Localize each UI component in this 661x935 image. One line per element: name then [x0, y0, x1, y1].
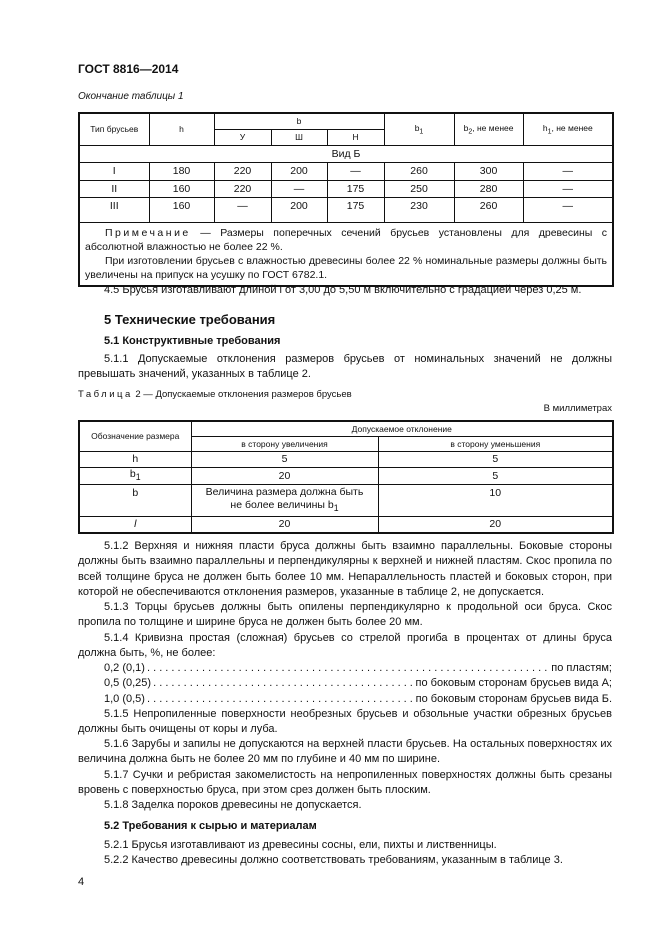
- table-row: [79, 451, 613, 467]
- cell: 260: [384, 162, 454, 180]
- header-sh: Ш: [271, 129, 327, 145]
- cell: 200: [271, 197, 327, 222]
- cell: 5: [191, 451, 378, 467]
- paragraph-4-5: 4.5 Брусья изготавливают длиной l от 3,00 до 5,50 м включительно с градацией через 0,25 м.: [104, 284, 582, 296]
- cell: 5: [378, 467, 613, 484]
- header-n: Н: [327, 129, 384, 145]
- section-5-2-heading: 5.2 Требования к сырью и материалам: [104, 820, 317, 832]
- section-5-heading: 5 Технические требования: [104, 312, 276, 327]
- cell: 280: [454, 180, 523, 197]
- table2: [78, 420, 614, 534]
- cell-text: Величина размера должна быть не более величины b: [205, 485, 364, 511]
- cell: [79, 516, 191, 533]
- cell: 175: [327, 197, 384, 222]
- paragraph-5-1-1: 5.1.1 Допускаемые отклонения размеров брусьев от номинальных значений не должны превышать значений, указанных в таблице 2.: [78, 353, 612, 381]
- cell: [79, 451, 191, 467]
- header-b1-sub: 1: [419, 127, 424, 136]
- curvature-list: [78, 661, 612, 707]
- cell: 10: [378, 484, 613, 516]
- paragraph-5-1-4: 5.1.4 Кривизна простая (сложная) брусьев со стрелой прогиба в процентах от длины бруса должна быть, %, не более:: [78, 632, 612, 660]
- cell: 260: [454, 197, 523, 222]
- cell: 175: [327, 180, 384, 197]
- note-text-2: При изготовлении брусьев с влажностью древесины более 22 % номинальные размеры должны быть увеличены на припуск на усушку по ГОСТ 6782.1.: [85, 254, 608, 281]
- table2-caption-text: 2 — Допускаемые отклонения размеров брусьев: [132, 389, 352, 400]
- cell: III: [79, 197, 149, 222]
- header-type: Тип брусьев: [79, 113, 149, 145]
- table2-caption-label: Таблица: [78, 389, 133, 400]
- table-row: [79, 516, 613, 533]
- cell: 250: [384, 180, 454, 197]
- cell: —: [523, 180, 613, 197]
- cell: 230: [384, 197, 454, 222]
- cell: [191, 484, 378, 516]
- cell: —: [523, 162, 613, 180]
- paragraph-5-1-8: 5.1.8 Заделка пороков древесины не допускается.: [104, 799, 362, 811]
- header-h1: [523, 113, 613, 145]
- section-row: Вид Б: [79, 145, 613, 162]
- header-h: h: [149, 113, 214, 145]
- table-row: [79, 197, 613, 222]
- cell: —: [214, 197, 271, 222]
- header-b1-label: b: [414, 122, 420, 133]
- dim-name: b: [129, 468, 136, 481]
- dim-name: h: [132, 453, 139, 465]
- table2-caption: [78, 389, 352, 400]
- table-row: [79, 162, 613, 180]
- cell: 160: [149, 180, 214, 197]
- cell: 20: [378, 516, 613, 533]
- table2-units: В миллиметрах: [543, 403, 612, 414]
- header-h1-suffix: , не менее: [551, 122, 593, 133]
- header-b2-suffix: , не менее: [472, 122, 514, 133]
- paragraph-5-2-2: 5.2.2 Качество древесины должно соответствовать требованиям, указанным в таблице 3.: [104, 854, 563, 866]
- cell: [79, 467, 191, 484]
- dim-name: b: [132, 486, 139, 499]
- header-h1-sub: 1: [547, 127, 552, 136]
- section-5-1-heading: 5.1 Конструктивные требования: [104, 335, 281, 347]
- cell: 180: [149, 162, 214, 180]
- table1-caption: Окончание таблицы 1: [78, 91, 184, 102]
- curvature-item: [78, 676, 612, 691]
- cell: 160: [149, 197, 214, 222]
- paragraph-5-1-7: 5.1.7 Сучки и ребристая закомелистость на непропиленных поверхностях должны быть срезаны вровень с поверхностью бруса, при этом срез должен быть плоским.: [78, 769, 612, 797]
- cell: 220: [214, 180, 271, 197]
- paragraph-5-2-1: 5.2.1 Брусья изготавливают из древесины сосны, ели, пихты и лиственницы.: [104, 839, 497, 851]
- cell: —: [327, 162, 384, 180]
- table-row: [79, 467, 613, 484]
- header-deviation: Допускаемое отклонение: [191, 421, 613, 436]
- curvature-item: [78, 692, 612, 707]
- note-label: Примечание: [105, 226, 191, 239]
- cell: II: [79, 180, 149, 197]
- header-increase: в сторону увеличения: [191, 436, 378, 451]
- paragraph-5-1-3: 5.1.3 Торцы брусьев должны быть опилены перпендикулярно к продольной оси бруса. Скос пропила по толщине и ширине бруса не должен быть более 20 мм.: [78, 601, 612, 629]
- curvature-text: по боковым сторонам брусьев вида Б.: [415, 692, 612, 705]
- header-u: У: [214, 129, 271, 145]
- cell: —: [271, 180, 327, 197]
- cell: [79, 484, 191, 516]
- dim-sub: 1: [135, 472, 141, 483]
- paragraph-5-1-2: 5.1.2 Верхняя и нижняя пласти бруса должны быть взаимно параллельны. Боковые стороны должны быть взаимно параллельны и перпендикулярны к верхней и нижней пластям. Скос пропила по всей толщине бруса не должен быть более 10 мм. Непараллельность пластей и боковых сторон, при которой не обеспечиваются отклонения размеров, указанные в таблице 2, не допускается.: [78, 540, 612, 598]
- curvature-value: 1,0 (0,5): [104, 692, 145, 705]
- curvature-text: по пластям;: [551, 662, 612, 674]
- table1: [78, 112, 614, 287]
- cell: —: [523, 197, 613, 222]
- document-header: ГОСТ 8816—2014: [78, 62, 179, 76]
- header-b2: [454, 113, 523, 145]
- cell: 220: [214, 162, 271, 180]
- cell-sub: 1: [333, 502, 339, 513]
- cell: 20: [191, 467, 378, 484]
- cell: 300: [454, 162, 523, 180]
- table1-note: [79, 222, 613, 286]
- curvature-item: [78, 661, 612, 676]
- paragraph-5-1-6: 5.1.6 Зарубы и запилы не допускаются на верхней пласти брусьев. На остальных поверхностях их величина должна быть не более 20 мм по глубине и 40 мм по ширине.: [78, 738, 612, 766]
- table-row: [79, 484, 613, 516]
- header-b2-label: b: [463, 122, 469, 133]
- cell: 5: [378, 451, 613, 467]
- curvature-value: 0,5 (0,25): [104, 677, 152, 690]
- header-designation: Обозначение размера: [79, 421, 191, 451]
- dim-name: l: [134, 518, 137, 531]
- curvature-text: по боковым сторонам брусьев вида А;: [415, 677, 612, 690]
- paragraph-5-1-5: 5.1.5 Непропиленные поверхности необрезных брусьев и обзольные участки обрезных брусьев должны быть очищены от коры и луба.: [78, 708, 612, 736]
- table-row: [79, 180, 613, 197]
- header-decrease: в сторону уменьшения: [378, 436, 613, 451]
- header-b: b: [214, 113, 384, 129]
- note-text-1: — Размеры поперечных сечений брусьев установлены для древесины с абсолютной влажностью не более 22 %.: [85, 226, 608, 253]
- cell: I: [79, 162, 149, 180]
- page-number: 4: [78, 876, 85, 888]
- cell: 200: [271, 162, 327, 180]
- header-b2-sub: 2: [468, 127, 473, 136]
- header-h1-label: h: [542, 122, 548, 133]
- curvature-value: 0,2 (0,1): [104, 662, 145, 674]
- cell: 20: [191, 516, 378, 533]
- header-b1: [384, 113, 454, 145]
